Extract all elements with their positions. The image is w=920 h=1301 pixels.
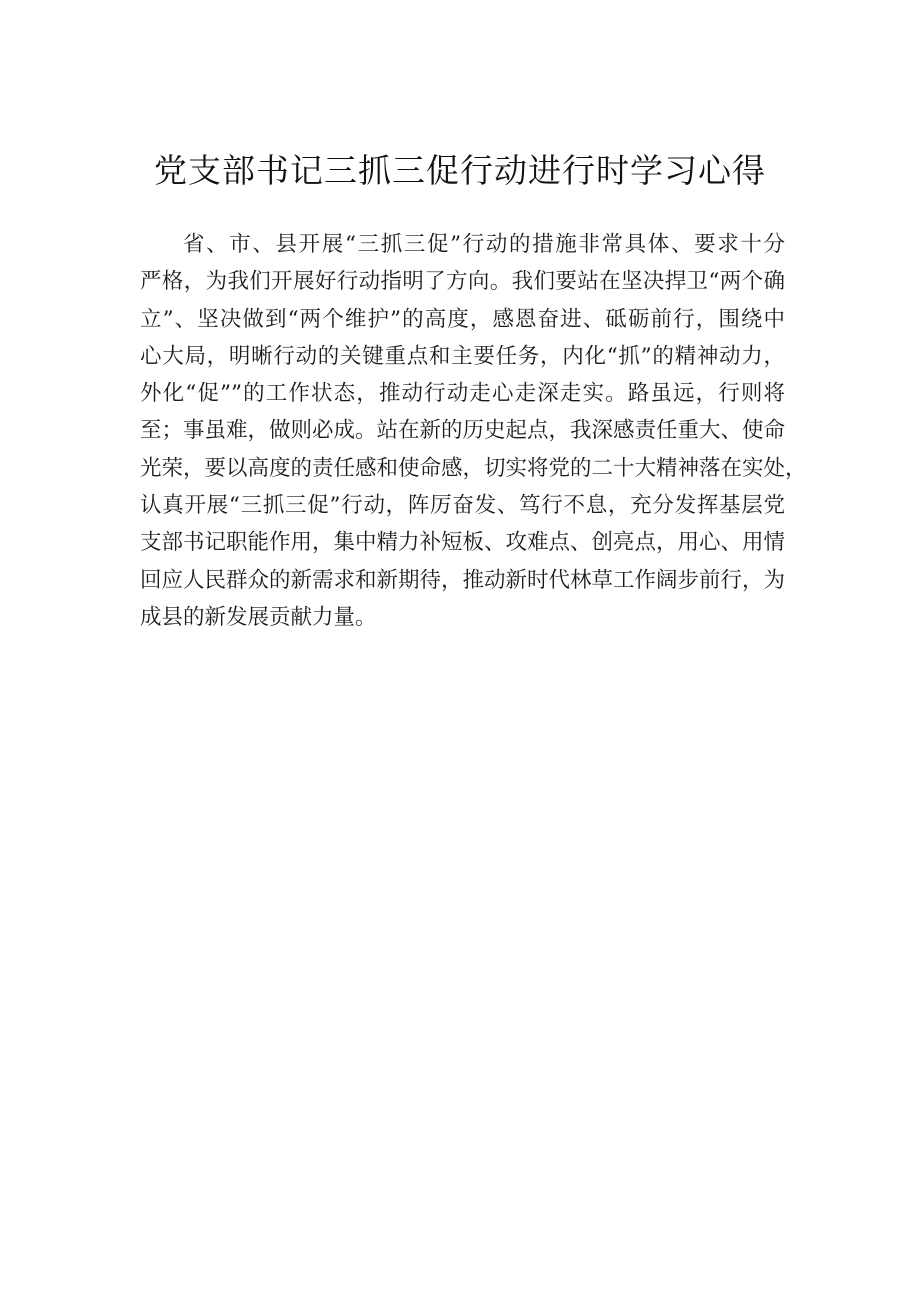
paragraph-line: 成县的新发展贡献力量。 (140, 604, 377, 630)
paragraph-line: 严格，为我们开展好行动指明了方向。我们要站在坚决捍卫“两个确 (140, 269, 785, 295)
paragraph-line: 认真开展“三抓三促”行动，阵厉奋发、笃行不息，充分发挥基层党 (140, 493, 785, 519)
paragraph-line: 心大局，明晰行动的关键重点和主要任务，内化“抓”的精神动力， (140, 343, 785, 369)
paragraph-line: 立”、坚决做到“两个维护”的高度，感恩奋进、砥砺前行，围绕中 (140, 306, 785, 332)
document-body-paragraph (140, 226, 807, 636)
paragraph-line: 光荣，要以高度的责任感和使命感，切实将党的二十大精神落在实处， (140, 455, 807, 481)
paragraph-line: 外化“促””的工作状态，推动行动走心走深走实。路虽远，行则将 (140, 381, 785, 407)
paragraph-line: 至；事虽难，做则必成。站在新的历史起点，我深感责任重大、使命 (140, 418, 786, 444)
paragraph-line: 回应人民群众的新需求和新期待，推动新时代林草工作阔步前行，为 (140, 567, 786, 593)
paragraph-line: 省、市、县开展“三抓三促”行动的措施非常具体、要求十分 (183, 232, 785, 257)
document-title: 党支部书记三抓三促行动进行时学习心得 (154, 151, 766, 190)
paragraph-line: 支部书记职能作用，集中精力补短板、攻难点、创亮点，用心、用情 (140, 530, 786, 556)
